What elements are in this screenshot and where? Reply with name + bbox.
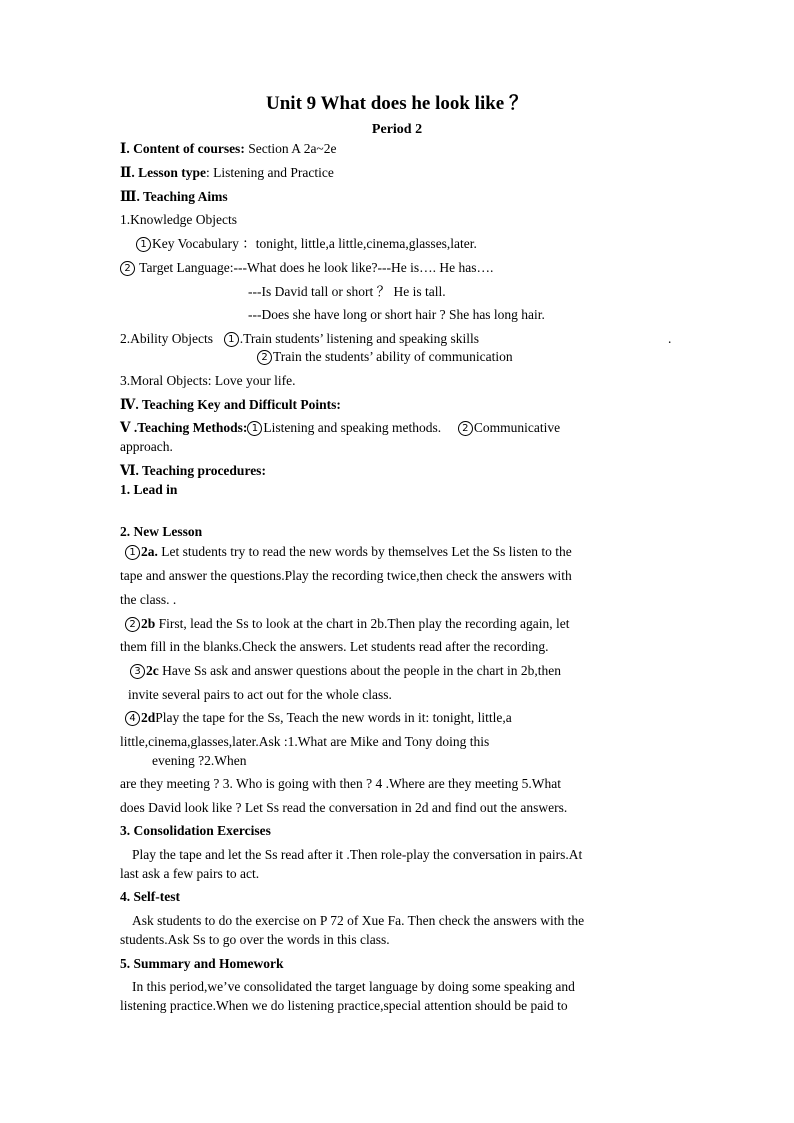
period-subtitle: Period 2 bbox=[371, 122, 423, 137]
moral-objects-line: 3.Moral Objects: Love your life. bbox=[120, 373, 296, 388]
circled-number: 2 bbox=[125, 617, 140, 632]
step-2d-line-5: does David look like ? Let Ss read the conversation in 2d and find out the answers. bbox=[120, 800, 568, 815]
self-test-line-1: Ask students to do the exercise on P 72 of Xue Fa. Then check the answers with the bbox=[132, 913, 585, 928]
key-vocabulary-text: Key Vocabulary ：tonight, little,a little,cinema,glasses,later. bbox=[152, 236, 477, 251]
circled-number: 3 bbox=[130, 664, 145, 679]
teaching-procedures-heading bbox=[120, 462, 673, 479]
circled-number: 1 bbox=[125, 545, 140, 560]
key-points-label: Teaching Key and Difficult Points: bbox=[141, 397, 341, 412]
section-numeral: Ⅳ. bbox=[120, 397, 139, 412]
step-2a-line-3: the class. . bbox=[120, 592, 177, 607]
step-2a-line-2: tape and answer the questions.Play the recording twice,then check the answers with bbox=[120, 568, 572, 583]
circled-number: 4 bbox=[125, 711, 140, 726]
step-2d-line-1 bbox=[125, 709, 678, 726]
key-points-heading bbox=[120, 396, 673, 413]
consolidation-line-2: last ask a few pairs to act. bbox=[120, 866, 260, 881]
target-language-text: Target Language:---What does he look like?---He is…. He has…. bbox=[139, 260, 494, 275]
page-title: Unit 9 What does he look like ？ bbox=[266, 93, 528, 114]
section-numeral: Ⅱ. bbox=[120, 165, 135, 180]
ability-trailing-dot: . bbox=[668, 331, 672, 346]
section-numeral: Ⅵ. bbox=[120, 463, 139, 478]
ability-objects-line-1 bbox=[120, 330, 673, 347]
circled-number: 2 bbox=[257, 350, 272, 365]
self-test-line-2: students.Ask Ss to go over the words in this class. bbox=[120, 932, 390, 947]
step-2d-line-3: evening ?2.When bbox=[152, 753, 247, 768]
step-2b-line-1 bbox=[125, 615, 678, 632]
step-2b-tag: 2b bbox=[141, 616, 156, 631]
consolidation-heading: 3. Consolidation Exercises bbox=[120, 823, 271, 838]
key-vocabulary-line bbox=[136, 235, 689, 252]
target-language-line-3: ---Does she have long or short hair ? She has long hair. bbox=[248, 307, 545, 322]
circled-number: 1 bbox=[224, 332, 239, 347]
step-2a-tag: 2a. bbox=[141, 544, 158, 559]
ability-objects-lead: 2.Ability Objects bbox=[120, 331, 213, 346]
teaching-aims-label: Teaching Aims bbox=[142, 189, 228, 204]
target-language-line-1 bbox=[120, 259, 673, 276]
summary-line-1: In this period,we’ve consolidated the target language by doing some speaking and bbox=[132, 979, 575, 994]
lesson-type-line bbox=[120, 164, 673, 181]
circled-number: 2 bbox=[120, 261, 135, 276]
teaching-procedures-label: Teaching procedures: bbox=[142, 463, 266, 478]
step-2b-text: First, lead the Ss to look at the chart in 2b.Then play the recording again, let bbox=[158, 616, 570, 631]
lead-in-heading: 1. Lead in bbox=[120, 482, 178, 497]
teaching-methods-item-2: Communicative bbox=[473, 420, 561, 435]
content-of-courses-label: Content of courses: bbox=[133, 141, 245, 156]
teaching-methods-line bbox=[120, 419, 673, 436]
step-2c-text: Have Ss ask and answer questions about the people in the chart in 2b,then bbox=[162, 663, 562, 678]
section-numeral: Ⅰ. bbox=[120, 141, 130, 156]
step-2a-text: Let students try to read the new words by themselves Let the Ss listen to the bbox=[161, 544, 572, 559]
step-2c-line-2: invite several pairs to act out for the whole class. bbox=[128, 687, 392, 702]
summary-heading: 5. Summary and Homework bbox=[120, 956, 284, 971]
ability-objects-line-2 bbox=[257, 348, 794, 365]
summary-line-2: listening practice.When we do listening practice,special attention should be paid to bbox=[120, 998, 568, 1013]
ability-item-1: .Train students’ listening and speaking skills bbox=[239, 331, 479, 346]
consolidation-line-1: Play the tape and let the Ss read after it .Then role-play the conversation in pairs.At bbox=[132, 847, 583, 862]
section-numeral: Ⅲ. bbox=[120, 189, 140, 204]
step-2d-line-4: are they meeting ? 3. Who is going with then ? 4 .Where are they meeting 5.What bbox=[120, 776, 561, 791]
circled-number: 1 bbox=[247, 421, 262, 436]
section-numeral: Ⅴ bbox=[120, 420, 131, 435]
target-language-line-2: ---Is David tall or short ？ He is tall. bbox=[248, 284, 446, 299]
step-2d-line-2: little,cinema,glasses,later.Ask :1.What are Mike and Tony doing this bbox=[120, 734, 490, 749]
lesson-type-label: Lesson type bbox=[138, 165, 207, 180]
circled-number: 1 bbox=[136, 237, 151, 252]
circled-number: 2 bbox=[458, 421, 473, 436]
step-2d-text: Play the tape for the Ss, Teach the new words in it: tonight, little,a bbox=[155, 710, 512, 725]
teaching-aims-heading bbox=[120, 188, 673, 205]
teaching-methods-item-1: Listening and speaking methods. bbox=[263, 420, 442, 435]
ability-item-2: Train the students’ ability of communication bbox=[273, 349, 513, 364]
content-of-courses-line bbox=[120, 140, 673, 157]
self-test-heading: 4. Self-test bbox=[120, 889, 180, 904]
step-2c-tag: 2c bbox=[146, 663, 159, 678]
lesson-type-value: : Listening and Practice bbox=[206, 165, 334, 180]
new-lesson-heading: 2. New Lesson bbox=[120, 524, 203, 539]
step-2a-line-1 bbox=[125, 543, 678, 560]
step-2d-tag: 2d bbox=[141, 710, 156, 725]
knowledge-objects-heading: 1.Knowledge Objects bbox=[120, 212, 237, 227]
step-2c-line-1 bbox=[130, 662, 683, 679]
teaching-methods-label: .Teaching Methods: bbox=[133, 420, 248, 435]
content-of-courses-value: Section A 2a~2e bbox=[248, 141, 337, 156]
teaching-methods-continued: approach. bbox=[120, 439, 173, 454]
step-2b-line-2: them fill in the blanks.Check the answers. Let students read after the recording. bbox=[120, 639, 549, 654]
